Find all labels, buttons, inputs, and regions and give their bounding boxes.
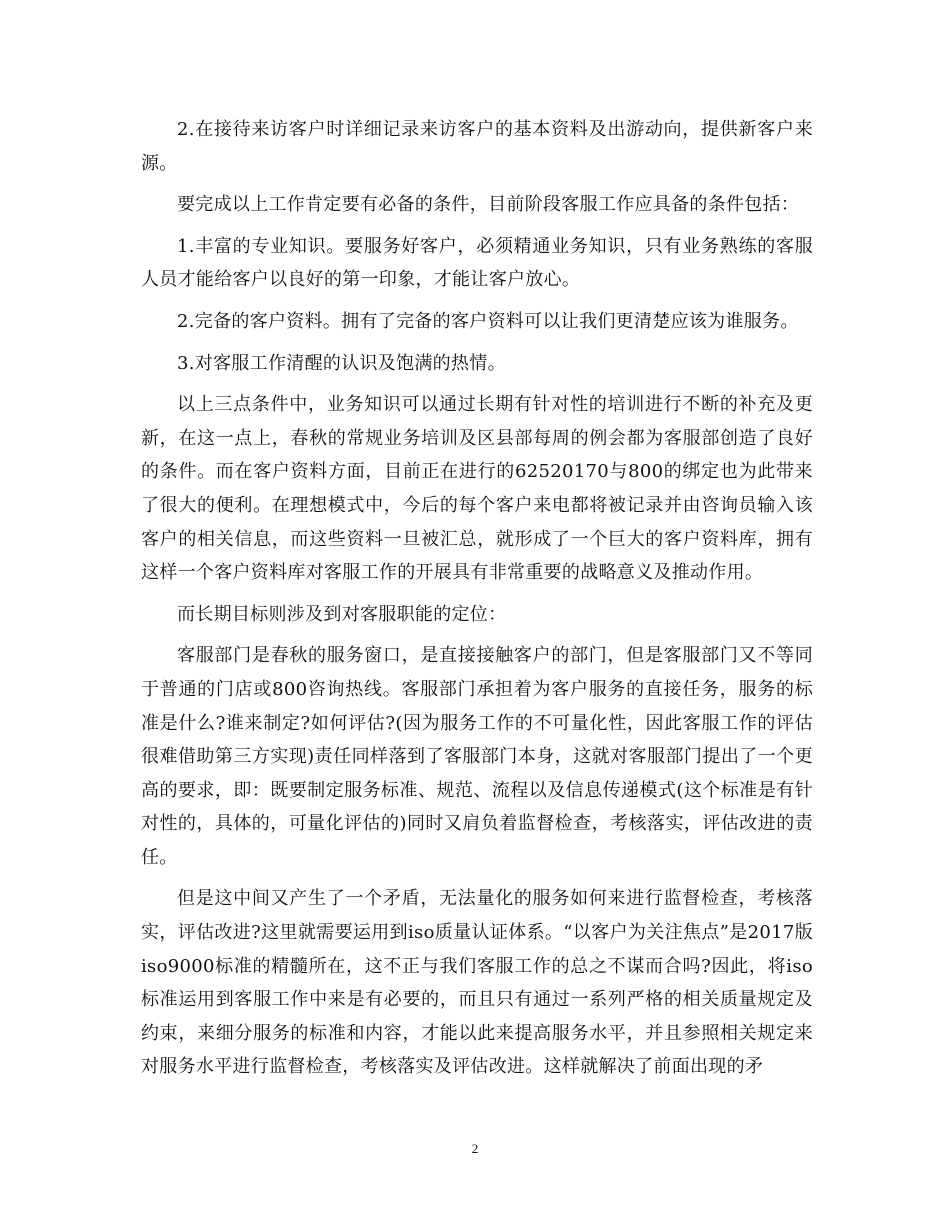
body-text [141, 113, 813, 1092]
paragraph: 要完成以上工作肯定要有必备的条件，目前阶段客服工作应具备的条件包括： [177, 194, 800, 216]
paragraph: 以上三点条件中，业务知识可以通过长期有针对性的培训进行不断的补充及更新，在这一点上，春秋的常规业务培训及区县部每周的例会都为客服部创造了良好的条件。而在客户资料方面，目前正在进行的62520170与800的绑定也为此带来了很大的便利。在理想模式中，今后的每个客户来电都将被记录并由咨询员输入该客户的相关信息，而这些资料一旦被汇总，就形成了一个巨大的客户资料库，拥有这样一个客户资料库对客服工作的开展具有非常重要的战略意义及推动作用。 [141, 394, 813, 584]
paragraph: 3.对客服工作清醒的认识及饱满的热情。 [177, 352, 506, 374]
paragraph: 2.在接待来访客户时详细记录来访客户的基本资料及出游动向，提供新客户来源。 [141, 119, 813, 174]
paragraph: 1.丰富的专业知识。要服务好客户，必须精通业务知识，只有业务熟练的客服人员才能给客户以良好的第一印象，才能让客户放心。 [141, 235, 813, 291]
paragraph: 但是这中间又产生了一个矛盾，无法量化的服务如何来进行监督检查，考核落实，评估改进?这里就需要运用到iso质量认证体系。“以客户为关注焦点”是2017版iso9000标准的精髓所在，这不正与我们客服工作的总之不谋而合吗?因此，将iso标准运用到客服工作中来是有必要的，而且只有通过一系列严格的相关质量规定及约束，来细分服务的标准和内容，才能以此来提高服务水平，并且参照相关规定来对服务水平进行监督检查，考核落实及评估改进。这样就解决了前面出现的矛 [141, 888, 813, 1078]
paragraph: 而长期目标则涉及到对客服职能的定位： [177, 603, 507, 625]
page-number: 2 [471, 1141, 479, 1156]
paragraph: 2.完备的客户资料。拥有了完备的客户资料可以让我们更清楚应该为谁服务。 [177, 310, 799, 332]
paragraph: 客服部门是春秋的服务窗口，是直接接触客户的部门，但是客服部门又不等同于普通的门店或800咨询热线。客服部门承担着为客户服务的直接任务，服务的标准是什么?谁来制定?如何评估?(因为服务工作的不可量化性，因此客服工作的评估很难借助第三方实现)责任同样落到了客服部门本身，这就对客服部门提出了一个更高的要求，即：既要制定服务标准、规范、流程以及信息传递模式(这个标准是有针对性的，具体的，可量化评估的)同时又肩负着监督检查，考核落实，评估改进的责任。 [141, 645, 813, 868]
